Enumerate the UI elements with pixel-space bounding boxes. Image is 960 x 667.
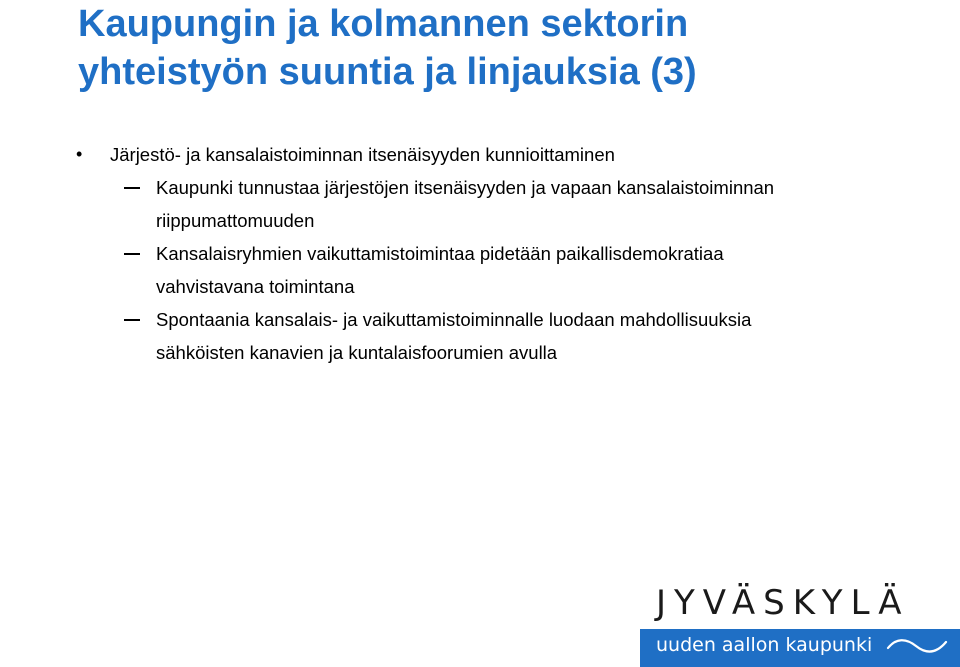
sub-bullet-2 [0, 237, 960, 303]
sub-bullet-3-line-1: Spontaania kansalais- ja vaikuttamistoiminnalle luodaan mahdollisuuksia [156, 309, 752, 330]
sub-bullet-2-line-1: Kansalaisryhmien vaikuttamistoimintaa pidetään paikallisdemokratiaa [156, 243, 724, 264]
sub-bullet-2-line-2: vahvistavana toimintana [156, 276, 355, 297]
slide-title [78, 0, 938, 96]
dash-bullet-icon [124, 319, 140, 321]
slide-title-line-1: Kaupungin ja kolmannen sektorin [78, 3, 689, 45]
dash-bullet-icon [124, 187, 140, 189]
main-bullet-text: Järjestö- ja kansalaistoiminnan itsenäisyyden kunnioittaminen [110, 144, 615, 165]
logo-tagline: uuden aallon kaupunki [656, 634, 873, 656]
dash-bullet-icon [124, 253, 140, 255]
bullet-dot-icon: • [76, 144, 83, 164]
sub-bullet-1-line-2: riippumattomuuden [156, 210, 315, 231]
jyvaskyla-logo-wordmark: JYVÄSKYLÄ [656, 583, 910, 623]
bullet-list [0, 138, 960, 369]
main-bullet [0, 138, 960, 171]
sub-bullet-3 [0, 303, 960, 369]
wave-icon [886, 634, 948, 656]
slide-title-line-2: yhteistyön suuntia ja linjauksia (3) [78, 51, 697, 93]
sub-bullet-1 [0, 171, 960, 237]
sub-bullet-1-line-1: Kaupunki tunnustaa järjestöjen itsenäisyyden ja vapaan kansalaistoiminnan [156, 177, 775, 198]
sub-bullet-3-line-2: sähköisten kanavien ja kuntalaisfoorumien avulla [156, 342, 558, 363]
